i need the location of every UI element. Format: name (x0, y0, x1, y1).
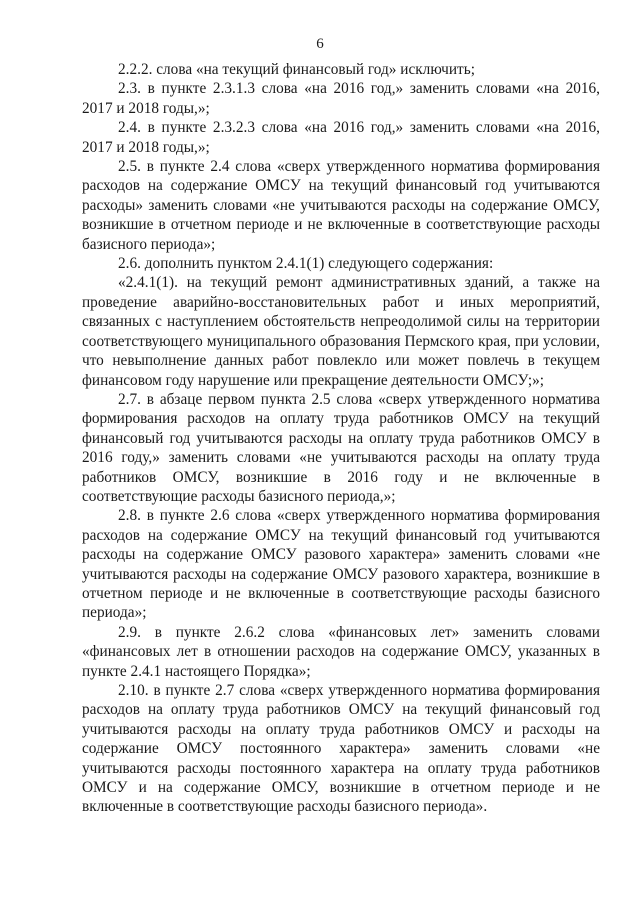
page-number: 6 (316, 36, 324, 52)
paragraph-2-2-2: 2.2.2. слова «на текущий финансовый год» исключить; (118, 61, 475, 78)
paragraph-2-4: 2.4. в пункте 2.3.2.3 слова «на 2016 год,» заменить словами «на 2016, 2017 и 2018 годы,»; (82, 119, 600, 156)
paragraph-2-5: 2.5. в пункте 2.4 слова «сверх утвержденного норматива формирования расходов на содержание ОМСУ на текущий финансовый год учитываются расходы» заменить словами «не учитываются расходы на содержание ОМСУ, возникшие в отчетном периоде и не включенные в соответствующие расходы базисного периода»; (82, 158, 600, 253)
paragraph-2-10: 2.10. в пункте 2.7 слова «сверх утвержденного норматива формирования расходов на оплату труда работников ОМСУ на текущий финансовый год учитываются расходы на оплату труда работников ОМСУ и расходы на содержание ОМСУ постоянного характера» заменить словами «не учитываются расходы постоянного характера на оплату труда работников ОМСУ и на содержание ОМСУ, возникшие в отчетном периоде и не включенные в соответствующие расходы базисного периода». (82, 682, 600, 816)
paragraph-2-6: 2.6. дополнить пунктом 2.4.1(1) следующего содержания: (118, 255, 494, 273)
paragraph-2-3: 2.3. в пункте 2.3.1.3 слова «на 2016 год,» заменить словами «на 2016, 2017 и 2018 годы,»; (82, 80, 600, 117)
paragraph-2-8: 2.8. в пункте 2.6 слова «сверх утвержденного норматива формирования расходов на содержание ОМСУ на текущий финансовый год учитываются расходы на содержание ОМСУ разового характера» заменить словами «не учитываются расходы на содержание ОМСУ разового характера, возникшие в отчетном периоде и не включенные в соответствующие расходы базисного периода»; (82, 507, 600, 622)
paragraph-2-7: 2.7. в абзаце первом пункта 2.5 слова «сверх утвержденного норматива формирования расходов на оплату труда работников ОМСУ на текущий финансовый год учитываются расходы на оплату труда работников ОМСУ в 2016 году,» заменить словами «не учитываются расходы на оплату труда работников ОМСУ, возникшие в 2016 году и не включенные в соответствующие расходы базисного периода,»; (82, 390, 600, 505)
paragraph-2-9: 2.9. в пункте 2.6.2 слова «финансовых лет» заменить словами «финансовых лет в отношении расходов на содержание ОМСУ, указанных в пункте 2.4.1 настоящего Порядка»; (82, 623, 600, 680)
paragraph-2-4-1-1: «2.4.1(1). на текущий ремонт административных зданий, а также на проведение аварийно-восстановительных работ и иных мероприятий, связанных с наступлением обстоятельств непреодолимой силы на территории соответствующего муниципального образования Пермского края, при условии, что невыполнение данных работ повлекло или может повлечь в текущем финансовом году нарушение или прекращение деятельности ОМСУ;»; (82, 274, 600, 389)
document-body (82, 60, 600, 817)
